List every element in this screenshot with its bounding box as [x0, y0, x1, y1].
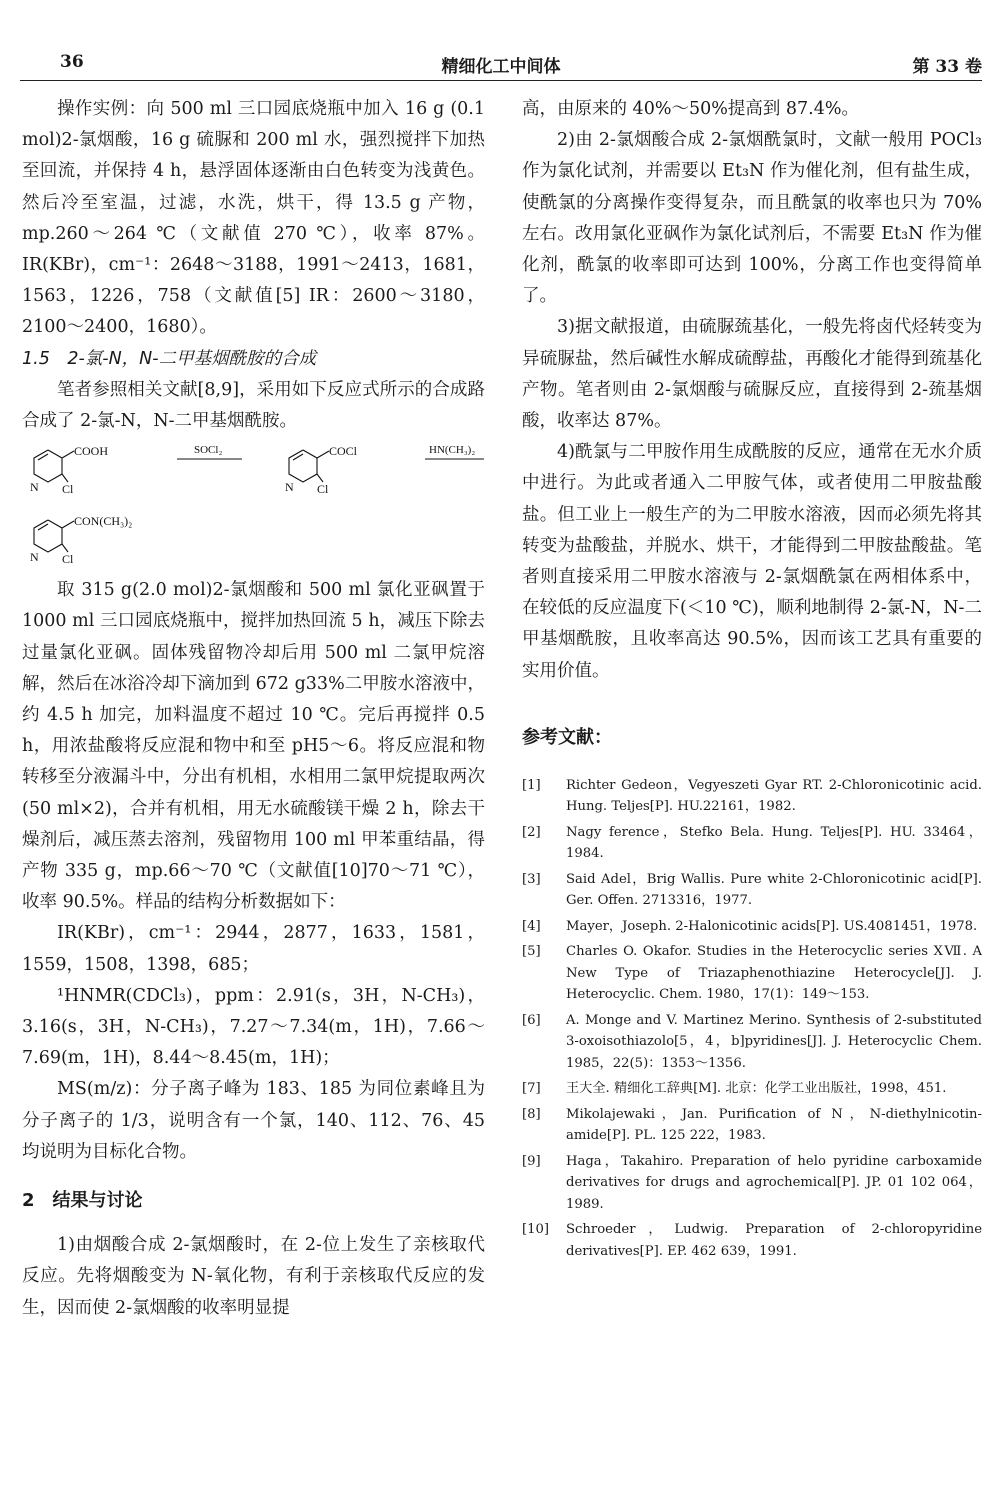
reference-item — [522, 916, 982, 938]
pyridine-ring-3 — [34, 520, 62, 552]
reference-number: [7] — [522, 1081, 541, 1097]
reference-item — [522, 822, 982, 865]
volume-label: 第 33 卷 — [912, 57, 982, 77]
bond-cl-1 — [62, 474, 68, 482]
header-rule — [20, 80, 982, 81]
reference-text: Mayer，Joseph. 2-Halonicotinic acids[P]. US.4081451，1978. — [566, 918, 978, 934]
reference-number: [6] — [522, 1012, 541, 1028]
reference-number: [10] — [522, 1222, 550, 1238]
reference-number: [4] — [522, 918, 541, 934]
discussion-paragraph-1-cont: 高，由原来的 40%～50%提高到 87.4%。 — [522, 99, 860, 119]
left-column — [22, 94, 485, 1324]
reference-item — [522, 1104, 982, 1147]
reference-list — [522, 775, 982, 1263]
reaction-scheme-svg — [22, 437, 485, 575]
reference-text: Schroeder，Ludwig. Preparation of 2-chloropyridine derivatives[P]. EP. 462 639，1991. — [566, 1222, 982, 1259]
bond-amide — [62, 521, 74, 528]
reference-item — [522, 1010, 982, 1075]
group-cocl: COCl — [329, 444, 358, 459]
section-heading-1-5: 1.5 2-氯-N，N-二甲基烟酰胺的合成 — [22, 348, 317, 369]
atom-n-1: N — [30, 480, 39, 495]
right-column — [522, 94, 982, 1266]
discussion-paragraph-2: 2)由 2-氯烟酸合成 2-氯烟酰氯时，文献一般用 POCl₃ 作为氯化试剂，并需要以 Et₃N 作为催化剂，但有盐生成，使酰氯的分离操作变得复杂，而且酰氯的收率也只为 70%左右。改用氯化亚砜作为氯化试剂后，不需要 Et₃N 作为催化剂，酰氯的收率即可达到 100%，分离工作也变得简单了。 — [522, 130, 982, 307]
journal-title: 精细化工中间体 — [441, 57, 561, 77]
running-header — [20, 52, 982, 82]
reagent-dimethylamine: HN(CH₃)₂ — [429, 444, 476, 457]
ir-data-paragraph: IR(KBr)，cm⁻¹：2944，2877，1633，1581，1559，1508，1398，685； — [22, 923, 485, 975]
discussion-paragraph-1: 1)由烟酸合成 2-氯烟酸时，在 2-位上发生了亲核取代反应。先将烟酸变为 N-氧化物，有利于亲核取代反应的发生，因而使 2-氯烟酸的收率明显提 — [22, 1235, 485, 1318]
reference-item — [522, 1151, 982, 1216]
reagent-socl2: SOCl₂ — [194, 444, 223, 457]
procedure-paragraph: 取 315 g(2.0 mol)2-氯烟酸和 500 ml 氯化亚砜置于 1000 ml 三口园底烧瓶中，搅拌加热回流 5 h，减压下除去过量氯化亚砜。固体残留物冷却后用 500 ml 二氯甲烷溶解，然后在冰浴冷却下滴加到 672 g33%二甲胺水溶液中，约 4.5 h 加完，加料温度不超过 10 ℃。完后再搅拌 0.5 h，用浓盐酸将反应混和物中和至 pH5～6。将反应混和物转移至分液漏斗中，分出有机相，水相用二氯甲烷提取两次(50 ml×2)，合并有机相，用无水硫酸镁干燥 2 h，除去干燥剂后，减压蒸去溶剂，残留物用 100 ml 甲苯重结晶，得产物 335 g，mp.66～70 ℃（文献值[10]70～71 ℃），收率 90.5%。样品的结构分析数据如下： — [22, 580, 485, 913]
bond-cooh — [62, 451, 74, 458]
reference-text: Charles O. Okafor. Studies in the Heterocyclic series ⅩⅦ. A New Type of Triazaphenothiazine Heterocycle[J]. J. Heterocyclic. Chem. 1980，17(1)：149～153. — [566, 944, 982, 1003]
discussion-paragraph-3: 3)据文献报道，由硫脲巯基化，一般先将卤代烃转变为异硫脲盐，然后碱性水解成硫醇盐，再酸化才能得到巯基化产物。笔者则由 2-氯烟酸与硫脲反应，直接得到 2-巯基烟酸，收率达 87%。 — [522, 317, 982, 432]
reference-number: [3] — [522, 871, 541, 887]
ms-data-paragraph: MS(m/z)：分子离子峰为 183、185 为同位素峰且为分子离子的 1/3，说明含有一个氯，140、112、76、45 均说明为目标化合物。 — [22, 1079, 485, 1162]
reference-text: Haga，Takahiro. Preparation of helo pyridine carboxamide derivatives for drugs and agrochemical[P]. JP. 01 102 064，1989. — [566, 1153, 982, 1212]
section-heading-2: 2 结果与讨论 — [22, 1190, 143, 1212]
atom-cl-1: Cl — [62, 482, 74, 497]
group-cooh: COOH — [74, 444, 109, 459]
bond-cl-2 — [317, 474, 323, 482]
nmr-data-paragraph: ¹HNMR(CDCl₃)，ppm：2.91(s，3H，N-CH₃)，3.16(s，3H，N-CH₃)，7.27～7.34(m，1H)，7.66～7.69(m，1H)，8.44～8.45(m，1H)； — [22, 985, 485, 1069]
reference-item — [522, 775, 982, 818]
atom-cl-2: Cl — [317, 482, 329, 497]
reference-number: [5] — [522, 944, 541, 960]
pyridine-ring-1 — [34, 450, 62, 482]
pyridine-ring-2 — [289, 450, 317, 482]
reference-text: A. Monge and V. Martinez Merino. Synthesis of 2-substituted 3-oxoisothiazolo[5，4，b]pyridines[J]. J. Heterocyclic Chem. 1985，22(5)：1353～1356. — [566, 1012, 982, 1071]
references-heading: 参考文献： — [522, 726, 612, 748]
atom-cl-3: Cl — [62, 552, 74, 567]
atom-n-3: N — [30, 550, 39, 565]
reference-text: 王大全. 精细化工辞典[M]. 北京：化学工业出版社，1998，451. — [566, 1081, 947, 1097]
discussion-paragraph-4: 4)酰氯与二甲胺作用生成酰胺的反应，通常在无水介质中进行。为此或者通入二甲胺气体，或者使用二甲胺盐酸盐。但工业上一般生产的为二甲胺水溶液，因而必须先将其转变为盐酸盐，并脱水、烘干，才能得到二甲胺盐酸盐。笔者则直接采用二甲胺水溶液与 2-氯烟酰氯在两相体系中，在较低的反应温度下(＜10 ℃)，顺利地制得 2-氯-N，N-二甲基烟酰胺，且收率高达 90.5%，因而该工艺具有重要的实用价值。 — [522, 442, 982, 681]
reference-text: Richter Gedeon，Vegyeszeti Gyar RT. 2-Chloronicotinic acid. Hung. Teljes[P]. HU.22161，1982. — [566, 777, 982, 815]
reference-number: [9] — [522, 1153, 541, 1169]
bond-cl-3 — [62, 544, 68, 552]
reference-text: Mikolajewaki，Jan. Purification of N，N-diethylnicotin-amide[P]. PL. 125 222，1983. — [566, 1106, 982, 1144]
reference-text: Said Adel，Brig Wallis. Pure white 2-Chloronicotinic acid[P]. Ger. Offen. 2713316，1977. — [566, 871, 982, 909]
reference-item — [522, 869, 982, 912]
reference-item — [522, 1078, 982, 1100]
example-paragraph: 操作实例：向 500 ml 三口园底烧瓶中加入 16 g (0.1 mol)2-氯烟酸，16 g 硫脲和 200 ml 水，强烈搅拌下加热至回流，并保持 4 h，悬浮固体逐渐由白色转变为浅黄色。然后冷至室温，过滤，水洗，烘干，得 13.5 g 产物，mp.260～264 ℃（文献值 270 ℃），收率 87%。IR(KBr)，cm⁻¹：2648～3188，1991～2413，1681，1563，1226，758（文献值[5] IR：2600～3180，2100～2400，1680）。 — [22, 99, 485, 338]
group-amide: CON(CH₃)₂ — [74, 514, 133, 529]
reference-item — [522, 1219, 982, 1262]
bond-cocl — [317, 451, 329, 458]
reference-item — [522, 941, 982, 1006]
reaction-scheme — [22, 437, 485, 575]
reference-number: [1] — [522, 777, 541, 793]
route-intro-paragraph: 笔者参照相关文献[8,9]，采用如下反应式所示的合成路合成了 2-氯-N，N-二甲基烟酰胺。 — [22, 379, 485, 432]
page-number: 36 — [60, 52, 84, 72]
atom-n-2: N — [285, 480, 294, 495]
reference-text: Nagy ference，Stefko Bela. Hung. Teljes[P]. HU. 33464，1984. — [566, 824, 982, 862]
reference-number: [2] — [522, 824, 541, 840]
reference-number: [8] — [522, 1106, 541, 1122]
